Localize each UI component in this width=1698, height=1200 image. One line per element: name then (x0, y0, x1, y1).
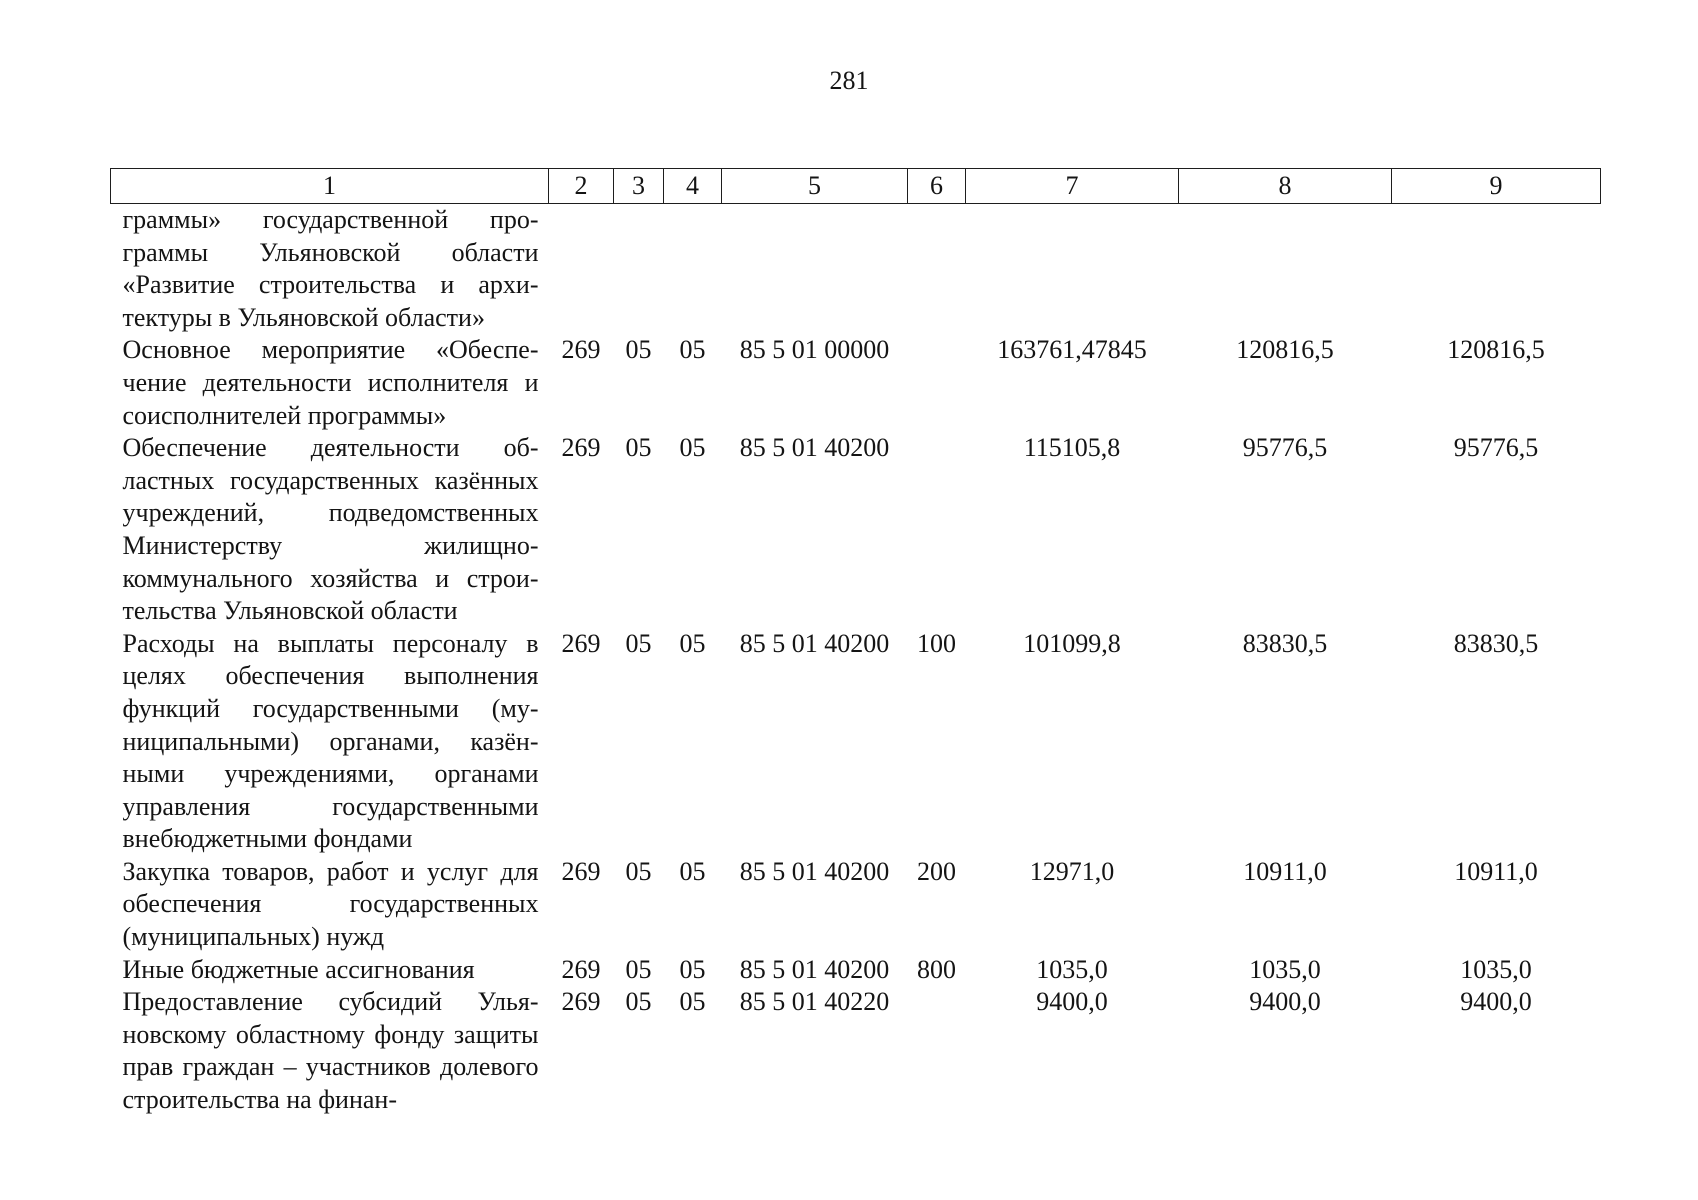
row-c4: 05 (679, 433, 706, 463)
row-c3: 05 (625, 856, 652, 886)
row-c3: 05 (625, 987, 652, 1017)
row-c7: 115105,8 (1023, 433, 1121, 463)
header-col-4: 4 (664, 169, 722, 204)
row-c6 (908, 204, 966, 335)
row-c3: 05 (625, 433, 652, 463)
row-c8 (1179, 204, 1392, 335)
row-c8: 9400,0 (1249, 987, 1321, 1017)
table-row (111, 204, 1601, 335)
header-col-9: 9 (1392, 169, 1601, 204)
row-c6 (908, 334, 966, 432)
header-row (111, 169, 1601, 204)
row-c2: 269 (561, 987, 601, 1017)
row-name: Основное мероприятие «Обеспечение деятельности исполнителя и соисполнителей программы» (122, 335, 539, 430)
row-c7: 101099,8 (1023, 628, 1121, 658)
header-col-3: 3 (614, 169, 664, 204)
row-c8: 95776,5 (1242, 433, 1328, 463)
row-c6: 800 (917, 954, 956, 984)
row-c7: 163761,47845 (997, 335, 1147, 365)
row-c9: 120816,5 (1447, 335, 1545, 365)
row-c5: 85 5 01 40200 (739, 954, 890, 984)
row-c5: 85 5 01 40200 (739, 628, 890, 658)
table-row (111, 334, 1601, 432)
row-c9: 9400,0 (1460, 987, 1532, 1017)
header-col-5: 5 (722, 169, 908, 204)
row-c6 (908, 432, 966, 628)
row-name: граммы» государственной программы Ульяновской области «Развитие строительства и архитектуры в Ульяновской области» (122, 205, 539, 332)
header-col-1: 1 (111, 169, 549, 204)
row-c9 (1392, 204, 1601, 335)
row-c4: 05 (679, 954, 706, 984)
row-c5: 85 5 01 40220 (739, 987, 890, 1017)
row-name: Закупка товаров, работ и услуг для обеспечения государственных (муниципальных) нужд (122, 856, 539, 952)
table-row (111, 986, 1601, 1116)
row-c4 (664, 204, 722, 335)
row-c8: 1035,0 (1249, 954, 1321, 984)
row-c7: 12971,0 (1029, 856, 1115, 886)
table-body (111, 204, 1601, 1117)
table-row (111, 954, 1601, 987)
row-c2: 269 (561, 954, 601, 984)
row-c2: 269 (561, 433, 601, 463)
row-c8: 10911,0 (1243, 856, 1327, 886)
row-name: Расходы на выплаты персоналу в целях обеспечения выполнения функций государственными (муниципальными) органами, казёнными учреждениями, органами управления государственными внебюджетными фондами (122, 628, 539, 854)
row-c3: 05 (625, 954, 652, 984)
row-c4: 05 (679, 628, 706, 658)
row-c7: 9400,0 (1036, 987, 1108, 1017)
row-c7 (966, 204, 1179, 335)
row-c2: 269 (561, 335, 601, 365)
row-c3: 05 (625, 628, 652, 658)
row-c9: 1035,0 (1460, 954, 1532, 984)
table-row (111, 628, 1601, 856)
table-header (111, 169, 1601, 204)
row-c6: 100 (917, 628, 956, 658)
row-c5: 85 5 01 40200 (739, 433, 890, 463)
table-row (111, 856, 1601, 954)
budget-table (110, 168, 1601, 1117)
row-c4: 05 (679, 987, 706, 1017)
row-c5 (722, 204, 908, 335)
row-c3 (614, 204, 664, 335)
row-name: Предоставление субсидий Ульяновскому областному фонду защиты прав граждан – участников долевого строительства на финан- (122, 987, 539, 1115)
row-name: Иные бюджетные ассигнования (122, 954, 475, 984)
row-c9: 10911,0 (1454, 856, 1538, 886)
row-c3: 05 (625, 335, 652, 365)
row-c5: 85 5 01 40200 (739, 856, 890, 886)
row-c2: 269 (561, 856, 601, 886)
row-c6: 200 (917, 856, 956, 886)
row-c4: 05 (679, 335, 706, 365)
header-col-6: 6 (908, 169, 966, 204)
row-c4: 05 (679, 856, 706, 886)
table-row (111, 432, 1601, 628)
page-number: 281 (829, 66, 869, 95)
row-c2 (549, 204, 614, 335)
row-c9: 83830,5 (1453, 628, 1539, 658)
row-c8: 120816,5 (1236, 335, 1334, 365)
row-c9: 95776,5 (1453, 433, 1539, 463)
row-c8: 83830,5 (1242, 628, 1328, 658)
row-c5: 85 5 01 00000 (739, 335, 890, 365)
row-c2: 269 (561, 628, 601, 658)
header-col-7: 7 (966, 169, 1179, 204)
row-name: Обеспечение деятельности областных государственных казённых учреждений, подведомственных Министерству жилищно-коммунального хозяйства и строительства Ульяновской области (122, 433, 539, 626)
header-col-2: 2 (549, 169, 614, 204)
header-col-8: 8 (1179, 169, 1392, 204)
row-c7: 1035,0 (1036, 954, 1108, 984)
row-c6 (908, 986, 966, 1116)
